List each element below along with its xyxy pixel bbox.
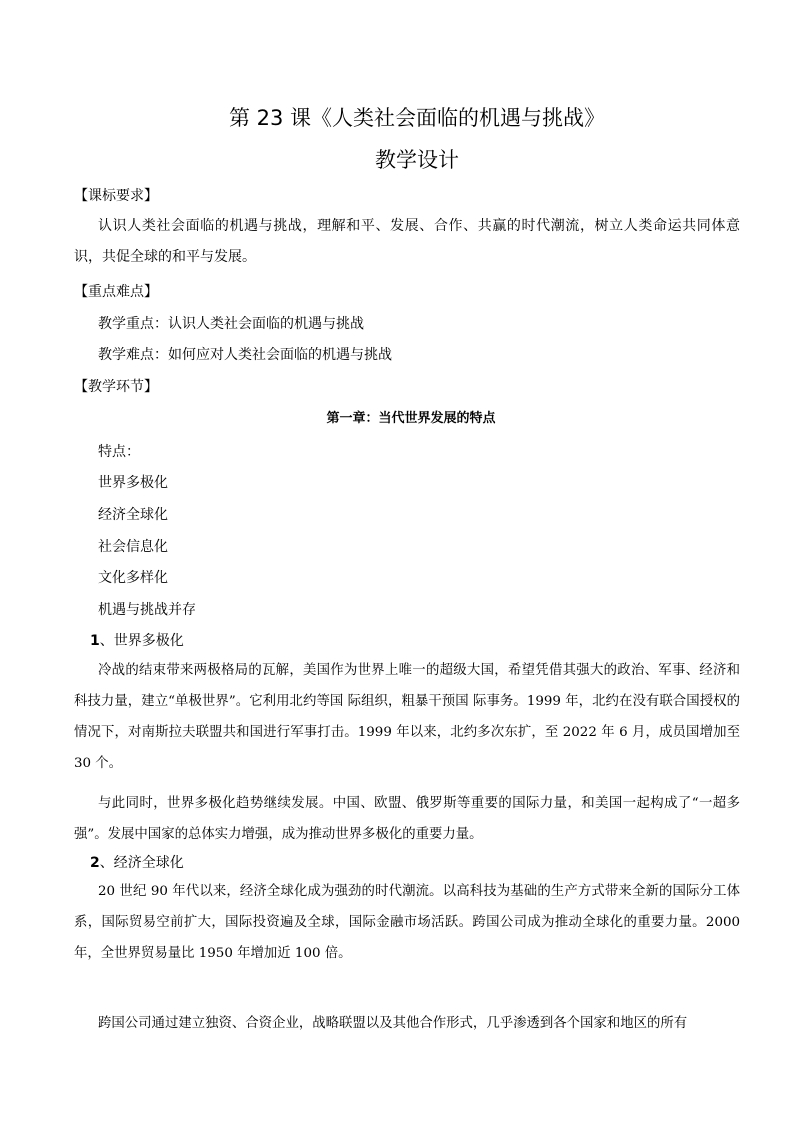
section-header-process: 【教学环节】 bbox=[74, 379, 158, 395]
subsection-heading-2 bbox=[90, 853, 184, 873]
feature-item: 世界多极化 bbox=[98, 475, 168, 491]
subsection-number: 1 bbox=[90, 633, 100, 649]
feature-item: 社会信息化 bbox=[98, 539, 168, 555]
subsection-2-paragraph: 20 世纪 90 年代以来，经济全球化成为强劲的时代潮流。以高科技为基础的生产方式带来全新的国际分工体系，国际贸易空前扩大，国际投资遍及全球，国际金融市场活跃。跨国公司成为推动全球化的重要力量。2000 年，全世界贸易量比 1950 年增加近 100 倍。 bbox=[74, 884, 740, 961]
features-label: 特点： bbox=[98, 444, 140, 460]
subsection-1-paragraph: 冷战的结束带来两极格局的瓦解，美国作为世界上唯一的超级大国，希望凭借其强大的政治、军事、经济和科技力量，建立“单极世界”。它利用北约等国 际组织，粗暴干预国 际事务。1999 年，北约在没有联合国授权的情况下，对南斯拉夫联盟共和国进行军事打击。1999 年以来，北约多次东扩，至 2022 年 6 月，成员国增加至 30 个。 bbox=[74, 663, 740, 771]
subsection-label: 、世界多极化 bbox=[99, 633, 184, 649]
section-header-key: 【重点难点】 bbox=[74, 284, 158, 300]
standard-text: 认识人类社会面临的机遇与挑战，理解和平、发展、合作、共赢的时代潮流，树立人类命运共同体意识，共促全球的和平与发展。 bbox=[74, 218, 740, 265]
feature-item: 文化多样化 bbox=[98, 570, 168, 586]
feature-item: 机遇与挑战并存 bbox=[98, 602, 196, 618]
chapter-title: 第一章：当代世界发展的特点 bbox=[326, 411, 496, 426]
key-point: 教学重点：认识人类社会面临的机遇与挑战 bbox=[98, 316, 364, 332]
document-subtitle: 教学设计 bbox=[375, 148, 459, 172]
feature-item: 经济全球化 bbox=[98, 507, 168, 523]
subsection-1-paragraph: 与此同时，世界多极化趋势继续发展。中国、欧盟、俄罗斯等重要的国际力量，和美国一起构成了“一超多强”。发展中国家的总体实力增强，成为推动世界多极化的重要力量。 bbox=[74, 796, 740, 842]
section-header-standard: 【课标要求】 bbox=[74, 188, 158, 204]
document-title: 第 23 课《人类社会面临的机遇与挑战》 bbox=[228, 106, 606, 130]
difficult-point: 教学难点：如何应对人类社会面临的机遇与挑战 bbox=[98, 347, 392, 363]
subsection-heading-1 bbox=[90, 631, 184, 651]
subsection-label: 、经济全球化 bbox=[99, 855, 184, 871]
subsection-number: 2 bbox=[90, 855, 100, 871]
subsection-2-paragraph: 跨国公司通过建立独资、合资企业，战略联盟以及其他合作形式，几乎渗透到各个国家和地区的所有 bbox=[98, 1016, 688, 1031]
